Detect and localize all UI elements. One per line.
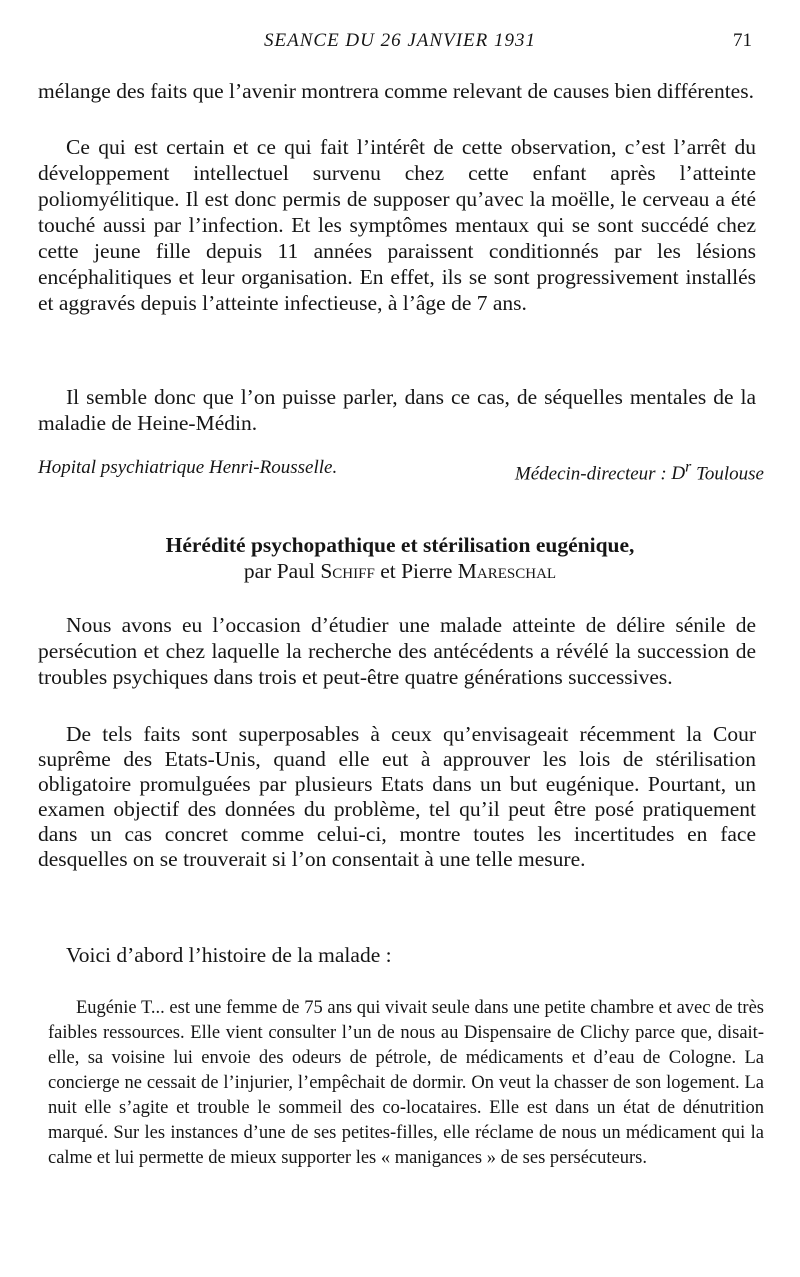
case-history — [48, 996, 764, 1171]
case-history-text: Eugénie T... est une femme de 75 ans qui vivait seule dans une petite chambre et avec de très faibles ressources. Elle vient consulter l’un de nous au Dispensaire de Clichy parce que, disait-elle, sa voisine lui envoie des odeurs de pétrole, de médicaments et d’eau de Cologne. La concierge ne cessait de l’injurier, l’empêchait de dormir. On veut la chasser de son logement. La nuit elle s’agite et trouble le sommeil des co-locataires. Elle est dans un état de dénutrition marqué. Sur les instances d’une de ses petites-filles, elle réclame de nous un médicament qui la calme et lui permette de mieux supporter les « manigances » de ses persécuteurs. — [48, 998, 764, 1168]
paragraph-text: Voici d’abord l’histoire de la malade : — [66, 943, 392, 967]
paragraph-text: Nous avons eu l’occasion d’étudier une malade atteinte de délire sénile de persécution et chez laquelle la recherche des antécédents a révélé la succession de troubles psychiques dans trois et peut-être quatre générations successives. — [38, 613, 756, 689]
director-line — [515, 455, 764, 487]
page-number: 71 — [733, 30, 752, 51]
history-intro-paragraph — [38, 942, 756, 968]
page-header — [0, 30, 800, 60]
running-title: SEANCE DU 26 JANVIER 1931 — [264, 30, 536, 51]
article-authors: par Paul Schiff et Pierre Mareschal — [243, 559, 557, 583]
director-label: Médecin-directeur : — [514, 463, 667, 485]
paragraph-text: Il semble donc que l’on puisse parler, dans ce cas, de séquelles mentales de la maladie de Heine-Médin. — [38, 385, 756, 435]
article-title: Hérédité psychopathique et stérilisation eugénique, — [165, 533, 635, 557]
article-heading — [0, 532, 800, 584]
intro-paragraph — [38, 612, 756, 690]
author-mareschal: Mareschal — [457, 559, 557, 583]
paragraph-text: De tels faits sont superposables à ceux qu’envisageait récemment la Cour suprême des Etats-Unis, quand elle eut à approuver les lois de stérilisation obligatoire promulguées par plusieurs Etats dans un but eugénique. Pourtant, un examen objectif des données du problème, tel qu’il peut être posé pratiquement dans un cas concret comme celui-ci, montre toutes les incertitudes en face desquelles on se trouverait si l’on consentait à une telle mesure. — [38, 722, 756, 871]
context-paragraph — [38, 722, 756, 872]
affiliation-line — [38, 455, 764, 487]
paragraph-text: Ce qui est certain et ce qui fait l’intérêt de cette observation, c’est l’arrêt du développement intellectuel survenu chez cette enfant après l’atteinte poliomyélitique. Il est donc permis de supposer qu’avec la moëlle, le cerveau a été touché aussi par l’infection. Et les symptômes mentaux qui se sont succédé chez cette jeune fille depuis 11 années paraissent conditionnés par les lésions encéphalitiques et leur organisation. En effet, ils se sont progressivement installés et aggravés depuis l’atteinte infectieuse, à l’âge de 7 ans. — [38, 135, 756, 315]
observation-paragraph — [38, 134, 756, 316]
director-name: Toulouse — [696, 463, 764, 485]
conclusion-paragraph — [38, 384, 756, 436]
continued-paragraph — [38, 78, 756, 104]
author-schiff: Schiff — [320, 559, 375, 583]
paragraph-text: mélange des faits que l’avenir montrera comme relevant de causes bien différentes. — [38, 79, 754, 103]
hospital-name: Hopital psychiatrique Henri-Rousselle. — [38, 457, 338, 478]
director-title: $D^r$ — [671, 459, 692, 485]
